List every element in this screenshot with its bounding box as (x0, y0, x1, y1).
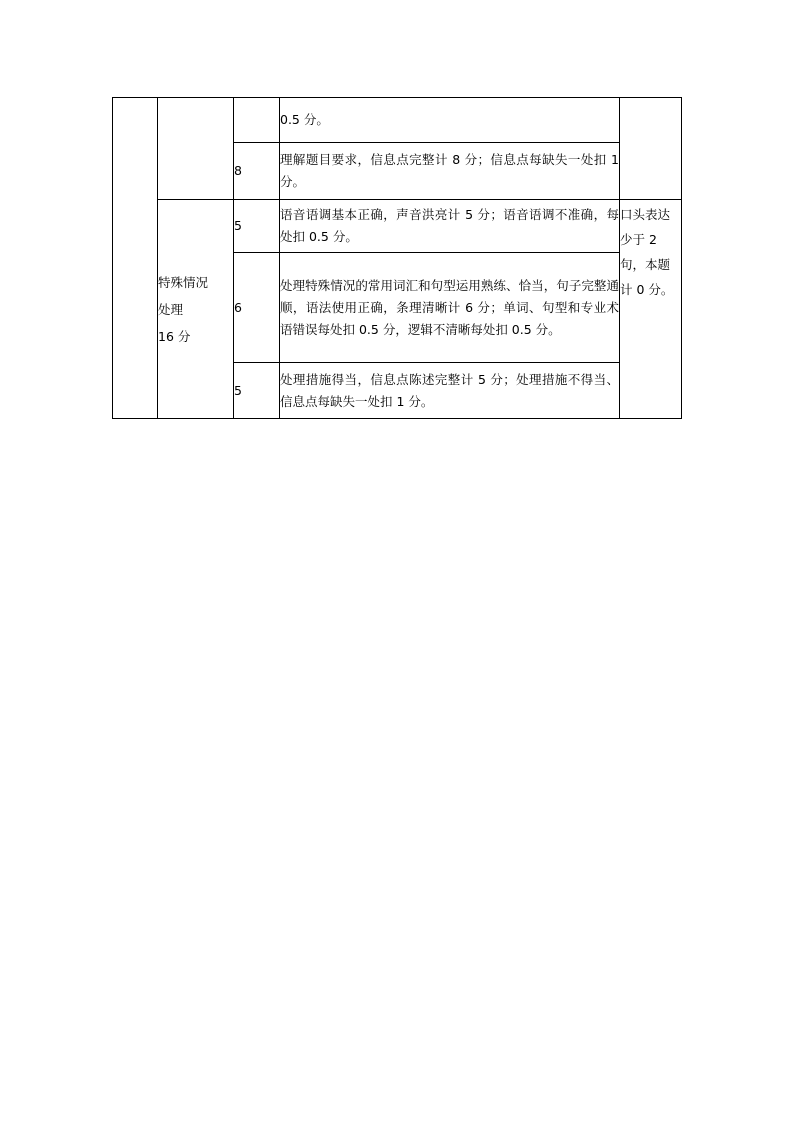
table-row (113, 200, 682, 253)
category-cell (158, 200, 234, 419)
note-text: 口头表达少于 2 句，本题计 0 分。 (620, 207, 674, 297)
category-line: 16 分 (158, 328, 191, 344)
note-cell (620, 200, 682, 419)
empty-note-cell (620, 98, 682, 200)
criteria-text: 0.5 分。 (280, 98, 620, 143)
category-line: 特殊情况 (158, 274, 209, 290)
empty-category-cell (158, 98, 234, 200)
criteria-text: 处理措施得当，信息点陈述完整计 5 分；处理措施不得当、信息点每缺失一处扣 1 分。 (280, 363, 620, 419)
score-value: 5 (234, 200, 280, 253)
empty-score-cell (234, 98, 280, 143)
table-row (113, 98, 682, 143)
category-line: 处理 (158, 301, 184, 317)
score-value: 5 (234, 363, 280, 419)
score-value: 8 (234, 143, 280, 200)
criteria-text: 语音语调基本正确，声音洪亮计 5 分；语音语调不准确，每处扣 0.5 分。 (280, 200, 620, 253)
criteria-text: 处理特殊情况的常用词汇和句型运用熟练、恰当，句子完整通顺，语法使用正确，条理清晰计 6 分；单词、句型和专业术语错误每处扣 0.5 分，逻辑不清晰每处扣 0.5 分。 (280, 253, 620, 363)
scoring-table (112, 97, 682, 419)
empty-module-cell (113, 98, 158, 419)
criteria-text: 理解题目要求，信息点完整计 8 分；信息点每缺失一处扣 1 分。 (280, 143, 620, 200)
score-value: 6 (234, 253, 280, 363)
